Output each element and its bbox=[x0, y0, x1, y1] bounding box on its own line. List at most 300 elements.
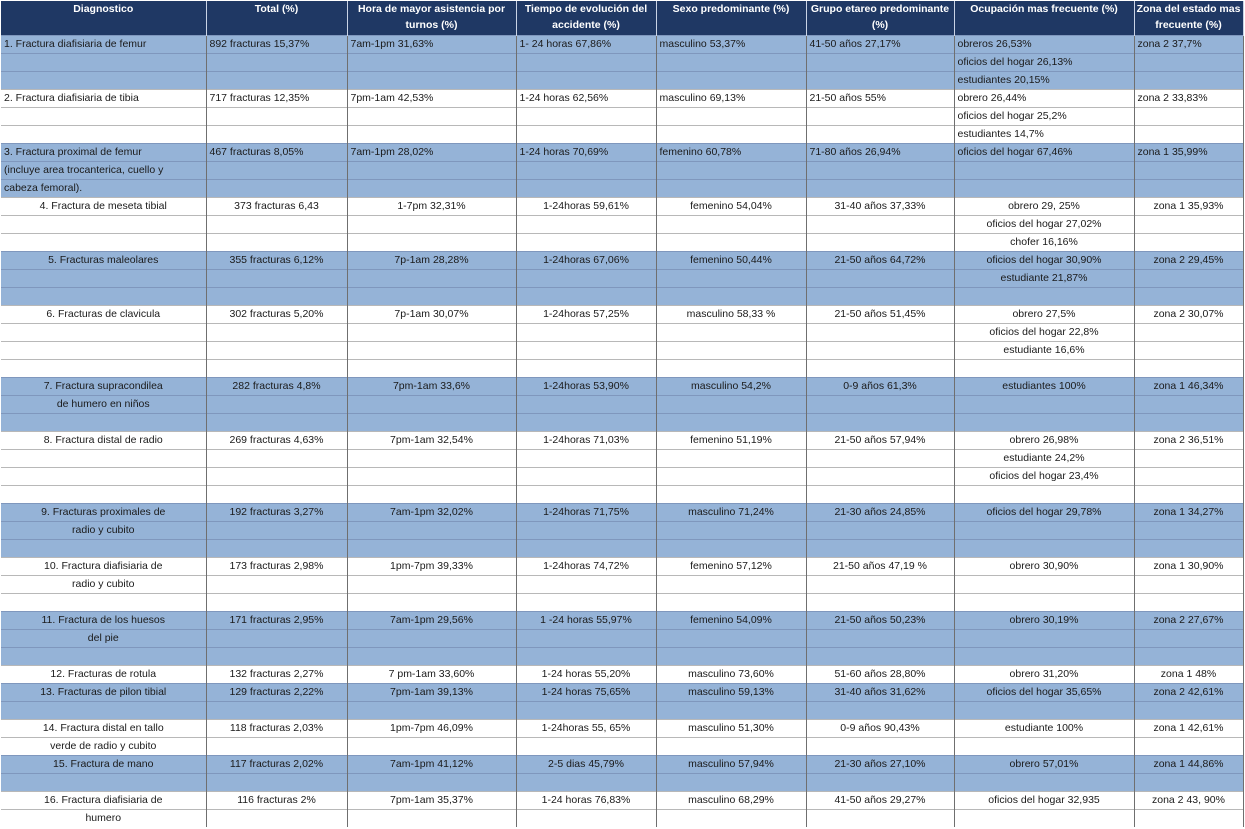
header-ocupacion[interactable]: Ocupación mas frecuente (%) bbox=[954, 1, 1134, 36]
cell-col7[interactable]: zona 2 36,51% bbox=[1134, 432, 1243, 450]
cell-empty[interactable] bbox=[206, 450, 347, 468]
cell-col4[interactable]: masculino 54,2% bbox=[656, 378, 806, 396]
cell-empty[interactable] bbox=[206, 486, 347, 504]
cell-empty[interactable] bbox=[1134, 630, 1243, 648]
cell-empty[interactable] bbox=[516, 738, 656, 756]
cell-empty[interactable] bbox=[1134, 72, 1243, 90]
cell-empty[interactable] bbox=[1, 126, 206, 144]
cell-col2[interactable]: 7am-1pm 32,02% bbox=[347, 504, 516, 522]
cell-empty[interactable] bbox=[347, 630, 516, 648]
cell-empty[interactable] bbox=[1134, 108, 1243, 126]
cell-empty[interactable] bbox=[656, 162, 806, 180]
cell-col5[interactable]: 21-50 años 51,45% bbox=[806, 306, 954, 324]
cell-empty[interactable] bbox=[656, 396, 806, 414]
cell-empty[interactable] bbox=[1134, 522, 1243, 540]
cell-col6[interactable]: obrero 26,44% bbox=[954, 90, 1134, 108]
cell-empty[interactable] bbox=[656, 576, 806, 594]
cell-col6[interactable]: obrero 30,90% bbox=[954, 558, 1134, 576]
cell-col6[interactable]: estudiantes 100% bbox=[954, 378, 1134, 396]
header-zona[interactable]: Zona del estado mas frecuente (%) bbox=[1134, 1, 1243, 36]
cell-col5[interactable]: 0-9 años 90,43% bbox=[806, 720, 954, 738]
cell-col1[interactable]: 132 fracturas 2,27% bbox=[206, 666, 347, 684]
cell-empty[interactable] bbox=[1134, 576, 1243, 594]
cell-empty[interactable] bbox=[516, 72, 656, 90]
cell-empty[interactable] bbox=[516, 54, 656, 72]
cell-empty[interactable] bbox=[347, 540, 516, 558]
cell-col5[interactable]: 31-40 años 37,33% bbox=[806, 198, 954, 216]
cell-empty[interactable] bbox=[516, 360, 656, 378]
cell-empty[interactable] bbox=[516, 288, 656, 306]
header-total[interactable]: Total (%) bbox=[206, 1, 347, 36]
cell-empty[interactable] bbox=[347, 342, 516, 360]
cell-col6[interactable]: obrero 29, 25% bbox=[954, 198, 1134, 216]
cell-col2[interactable]: 7am-1pm 31,63% bbox=[347, 36, 516, 54]
cell-col6[interactable]: oficios del hogar 32,935 bbox=[954, 792, 1134, 810]
cell-empty[interactable] bbox=[656, 450, 806, 468]
cell-col7[interactable]: zona 2 29,45% bbox=[1134, 252, 1243, 270]
cell-empty[interactable] bbox=[1, 216, 206, 234]
cell-empty[interactable] bbox=[1, 468, 206, 486]
cell-empty[interactable] bbox=[347, 648, 516, 666]
cell-empty[interactable] bbox=[1, 450, 206, 468]
cell-col3[interactable]: 2-5 dias 45,79% bbox=[516, 756, 656, 774]
cell-col1[interactable]: 373 fracturas 6,43 bbox=[206, 198, 347, 216]
cell-empty[interactable] bbox=[516, 540, 656, 558]
cell-col1[interactable]: 129 fracturas 2,22% bbox=[206, 684, 347, 702]
header-diagnostico[interactable]: Diagnostico bbox=[1, 1, 206, 36]
cell-col0[interactable]: 12. Fracturas de rotula bbox=[1, 666, 206, 684]
cell-empty[interactable] bbox=[347, 396, 516, 414]
cell-empty[interactable] bbox=[954, 810, 1134, 828]
cell-diagnostico-cont[interactable]: de humero en niños bbox=[1, 396, 206, 414]
cell-col5[interactable]: 21-50 años 57,94% bbox=[806, 432, 954, 450]
cell-empty[interactable] bbox=[806, 360, 954, 378]
cell-col1[interactable]: 118 fracturas 2,03% bbox=[206, 720, 347, 738]
cell-empty[interactable] bbox=[656, 234, 806, 252]
cell-empty[interactable] bbox=[954, 648, 1134, 666]
cell-empty[interactable] bbox=[954, 594, 1134, 612]
cell-empty[interactable] bbox=[1134, 396, 1243, 414]
header-hora[interactable]: Hora de mayor asistencia por turnos (%) bbox=[347, 1, 516, 36]
cell-col1[interactable]: 171 fracturas 2,95% bbox=[206, 612, 347, 630]
cell-col0[interactable]: 7. Fractura supracondilea bbox=[1, 378, 206, 396]
cell-col5[interactable]: 51-60 años 28,80% bbox=[806, 666, 954, 684]
cell-empty[interactable] bbox=[954, 630, 1134, 648]
cell-col0[interactable]: 4. Fractura de meseta tibial bbox=[1, 198, 206, 216]
cell-empty[interactable] bbox=[206, 324, 347, 342]
cell-col4[interactable]: masculino 69,13% bbox=[656, 90, 806, 108]
cell-empty[interactable] bbox=[806, 702, 954, 720]
cell-col3[interactable]: 1- 24 horas 67,86% bbox=[516, 36, 656, 54]
cell-col2[interactable]: 1pm-7pm 39,33% bbox=[347, 558, 516, 576]
cell-col4[interactable]: masculino 71,24% bbox=[656, 504, 806, 522]
cell-empty[interactable] bbox=[206, 396, 347, 414]
cell-empty[interactable] bbox=[1, 486, 206, 504]
cell-empty[interactable] bbox=[347, 162, 516, 180]
cell-empty[interactable] bbox=[806, 450, 954, 468]
cell-col1[interactable]: 117 fracturas 2,02% bbox=[206, 756, 347, 774]
cell-col6[interactable]: obrero 30,19% bbox=[954, 612, 1134, 630]
cell-empty[interactable] bbox=[1134, 288, 1243, 306]
cell-col3[interactable]: 1-24horas 53,90% bbox=[516, 378, 656, 396]
cell-empty[interactable] bbox=[806, 324, 954, 342]
cell-empty[interactable] bbox=[1134, 270, 1243, 288]
cell-empty[interactable] bbox=[347, 72, 516, 90]
cell-col3[interactable]: 1-24 horas 62,56% bbox=[516, 90, 656, 108]
cell-col0[interactable]: 15. Fractura de mano bbox=[1, 756, 206, 774]
cell-empty[interactable] bbox=[806, 486, 954, 504]
cell-empty[interactable] bbox=[806, 594, 954, 612]
cell-empty[interactable] bbox=[1, 72, 206, 90]
cell-empty[interactable] bbox=[1, 594, 206, 612]
cell-empty[interactable] bbox=[347, 324, 516, 342]
cell-empty[interactable] bbox=[656, 414, 806, 432]
cell-col4[interactable]: femenino 51,19% bbox=[656, 432, 806, 450]
cell-empty[interactable] bbox=[206, 342, 347, 360]
cell-empty[interactable] bbox=[206, 468, 347, 486]
cell-col3[interactable]: 1 -24 horas 55,97% bbox=[516, 612, 656, 630]
cell-col2[interactable]: 7p-1am 28,28% bbox=[347, 252, 516, 270]
cell-col6[interactable]: obreros 26,53% bbox=[954, 36, 1134, 54]
cell-empty[interactable] bbox=[206, 738, 347, 756]
cell-col6[interactable]: estudiante 100% bbox=[954, 720, 1134, 738]
cell-col5[interactable]: 21-50 años 55% bbox=[806, 90, 954, 108]
cell-empty[interactable] bbox=[806, 540, 954, 558]
cell-col5[interactable]: 41-50 años 27,17% bbox=[806, 36, 954, 54]
cell-ocupacion-cont[interactable]: oficios del hogar 22,8% bbox=[954, 324, 1134, 342]
cell-diagnostico-cont[interactable]: (incluye area trocanterica, cuello y bbox=[1, 162, 206, 180]
cell-col3[interactable]: 1-24horas 55, 65% bbox=[516, 720, 656, 738]
cell-col3[interactable]: 1-24 horas 75,65% bbox=[516, 684, 656, 702]
cell-empty[interactable] bbox=[516, 234, 656, 252]
cell-col6[interactable]: obrero 26,98% bbox=[954, 432, 1134, 450]
cell-ocupacion-cont[interactable]: estudiante 24,2% bbox=[954, 450, 1134, 468]
cell-empty[interactable] bbox=[1134, 702, 1243, 720]
cell-col2[interactable]: 7pm-1am 33,6% bbox=[347, 378, 516, 396]
cell-col4[interactable]: femenino 50,44% bbox=[656, 252, 806, 270]
cell-col2[interactable]: 1pm-7pm 46,09% bbox=[347, 720, 516, 738]
cell-empty[interactable] bbox=[1, 234, 206, 252]
cell-col2[interactable]: 7am-1pm 28,02% bbox=[347, 144, 516, 162]
cell-empty[interactable] bbox=[347, 234, 516, 252]
cell-empty[interactable] bbox=[806, 522, 954, 540]
cell-col4[interactable]: masculino 59,13% bbox=[656, 684, 806, 702]
cell-empty[interactable] bbox=[806, 72, 954, 90]
cell-empty[interactable] bbox=[347, 288, 516, 306]
cell-empty[interactable] bbox=[516, 594, 656, 612]
cell-empty[interactable] bbox=[516, 216, 656, 234]
cell-empty[interactable] bbox=[347, 126, 516, 144]
cell-empty[interactable] bbox=[954, 180, 1134, 198]
cell-empty[interactable] bbox=[206, 72, 347, 90]
cell-empty[interactable] bbox=[206, 234, 347, 252]
cell-col4[interactable]: masculino 51,30% bbox=[656, 720, 806, 738]
cell-empty[interactable] bbox=[806, 810, 954, 828]
cell-empty[interactable] bbox=[656, 360, 806, 378]
cell-col1[interactable]: 717 fracturas 12,35% bbox=[206, 90, 347, 108]
cell-empty[interactable] bbox=[206, 414, 347, 432]
cell-empty[interactable] bbox=[806, 54, 954, 72]
cell-empty[interactable] bbox=[954, 702, 1134, 720]
cell-empty[interactable] bbox=[1134, 324, 1243, 342]
cell-empty[interactable] bbox=[656, 72, 806, 90]
cell-empty[interactable] bbox=[954, 162, 1134, 180]
cell-col0[interactable]: 8. Fractura distal de radio bbox=[1, 432, 206, 450]
cell-col2[interactable]: 7p-1am 30,07% bbox=[347, 306, 516, 324]
cell-empty[interactable] bbox=[954, 486, 1134, 504]
cell-col2[interactable]: 7 pm-1am 33,60% bbox=[347, 666, 516, 684]
cell-empty[interactable] bbox=[516, 522, 656, 540]
cell-empty[interactable] bbox=[806, 162, 954, 180]
cell-empty[interactable] bbox=[347, 450, 516, 468]
cell-ocupacion-cont[interactable]: oficios del hogar 25,2% bbox=[954, 108, 1134, 126]
cell-col1[interactable]: 355 fracturas 6,12% bbox=[206, 252, 347, 270]
cell-empty[interactable] bbox=[1134, 450, 1243, 468]
cell-empty[interactable] bbox=[806, 630, 954, 648]
cell-empty[interactable] bbox=[516, 180, 656, 198]
cell-empty[interactable] bbox=[806, 342, 954, 360]
cell-empty[interactable] bbox=[1, 108, 206, 126]
cell-col2[interactable]: 7pm-1am 35,37% bbox=[347, 792, 516, 810]
cell-empty[interactable] bbox=[656, 810, 806, 828]
cell-col5[interactable]: 41-50 años 29,27% bbox=[806, 792, 954, 810]
cell-empty[interactable] bbox=[656, 324, 806, 342]
cell-empty[interactable] bbox=[806, 468, 954, 486]
cell-col1[interactable]: 892 fracturas 15,37% bbox=[206, 36, 347, 54]
cell-col6[interactable]: oficios del hogar 29,78% bbox=[954, 504, 1134, 522]
cell-col2[interactable]: 7am-1pm 29,56% bbox=[347, 612, 516, 630]
cell-empty[interactable] bbox=[656, 774, 806, 792]
cell-col6[interactable]: oficios del hogar 35,65% bbox=[954, 684, 1134, 702]
cell-col4[interactable]: femenino 54,09% bbox=[656, 612, 806, 630]
cell-empty[interactable] bbox=[1134, 648, 1243, 666]
cell-empty[interactable] bbox=[656, 54, 806, 72]
cell-diagnostico-cont[interactable]: verde de radio y cubito bbox=[1, 738, 206, 756]
cell-col7[interactable]: zona 1 34,27% bbox=[1134, 504, 1243, 522]
cell-empty[interactable] bbox=[656, 486, 806, 504]
cell-empty[interactable] bbox=[206, 810, 347, 828]
cell-col2[interactable]: 7pm-1am 32,54% bbox=[347, 432, 516, 450]
cell-empty[interactable] bbox=[1, 288, 206, 306]
cell-empty[interactable] bbox=[1134, 360, 1243, 378]
cell-empty[interactable] bbox=[806, 648, 954, 666]
cell-col6[interactable]: oficios del hogar 67,46% bbox=[954, 144, 1134, 162]
cell-empty[interactable] bbox=[954, 396, 1134, 414]
cell-empty[interactable] bbox=[1134, 774, 1243, 792]
cell-col7[interactable]: zona 2 27,67% bbox=[1134, 612, 1243, 630]
cell-empty[interactable] bbox=[1, 270, 206, 288]
cell-empty[interactable] bbox=[206, 216, 347, 234]
cell-empty[interactable] bbox=[954, 360, 1134, 378]
cell-empty[interactable] bbox=[1, 342, 206, 360]
cell-empty[interactable] bbox=[206, 288, 347, 306]
cell-empty[interactable] bbox=[516, 270, 656, 288]
cell-empty[interactable] bbox=[1134, 126, 1243, 144]
cell-col1[interactable]: 269 fracturas 4,63% bbox=[206, 432, 347, 450]
cell-empty[interactable] bbox=[347, 270, 516, 288]
cell-empty[interactable] bbox=[347, 594, 516, 612]
cell-empty[interactable] bbox=[806, 288, 954, 306]
cell-empty[interactable] bbox=[806, 126, 954, 144]
cell-empty[interactable] bbox=[206, 540, 347, 558]
cell-col1[interactable]: 116 fracturas 2% bbox=[206, 792, 347, 810]
cell-diagnostico-cont[interactable]: radio y cubito bbox=[1, 576, 206, 594]
cell-empty[interactable] bbox=[516, 648, 656, 666]
cell-empty[interactable] bbox=[206, 576, 347, 594]
cell-empty[interactable] bbox=[206, 180, 347, 198]
cell-col6[interactable]: oficios del hogar 30,90% bbox=[954, 252, 1134, 270]
cell-empty[interactable] bbox=[206, 648, 347, 666]
cell-empty[interactable] bbox=[656, 702, 806, 720]
cell-empty[interactable] bbox=[656, 342, 806, 360]
cell-empty[interactable] bbox=[656, 126, 806, 144]
cell-empty[interactable] bbox=[1134, 738, 1243, 756]
cell-col7[interactable]: zona 1 42,61% bbox=[1134, 720, 1243, 738]
cell-empty[interactable] bbox=[1, 540, 206, 558]
cell-empty[interactable] bbox=[954, 774, 1134, 792]
cell-col7[interactable]: zona 2 43, 90% bbox=[1134, 792, 1243, 810]
cell-empty[interactable] bbox=[206, 522, 347, 540]
header-tiempo[interactable]: Tiempo de evolución del accidente (%) bbox=[516, 1, 656, 36]
cell-empty[interactable] bbox=[806, 738, 954, 756]
cell-empty[interactable] bbox=[516, 396, 656, 414]
cell-empty[interactable] bbox=[806, 234, 954, 252]
cell-col0[interactable]: 13. Fracturas de pilon tibial bbox=[1, 684, 206, 702]
cell-empty[interactable] bbox=[347, 702, 516, 720]
cell-empty[interactable] bbox=[656, 540, 806, 558]
cell-empty[interactable] bbox=[806, 396, 954, 414]
cell-empty[interactable] bbox=[516, 162, 656, 180]
cell-empty[interactable] bbox=[1, 54, 206, 72]
cell-col4[interactable]: masculino 73,60% bbox=[656, 666, 806, 684]
cell-col7[interactable]: zona 1 44,86% bbox=[1134, 756, 1243, 774]
cell-empty[interactable] bbox=[347, 522, 516, 540]
cell-empty[interactable] bbox=[1, 702, 206, 720]
cell-empty[interactable] bbox=[206, 630, 347, 648]
cell-empty[interactable] bbox=[656, 216, 806, 234]
cell-empty[interactable] bbox=[1134, 162, 1243, 180]
cell-empty[interactable] bbox=[516, 774, 656, 792]
cell-ocupacion-cont[interactable]: oficios del hogar 27,02% bbox=[954, 216, 1134, 234]
cell-empty[interactable] bbox=[1134, 234, 1243, 252]
cell-empty[interactable] bbox=[656, 738, 806, 756]
cell-empty[interactable] bbox=[516, 810, 656, 828]
cell-col1[interactable]: 467 fracturas 8,05% bbox=[206, 144, 347, 162]
cell-col3[interactable]: 1-24 horas 55,20% bbox=[516, 666, 656, 684]
cell-col3[interactable]: 1-24horas 67,06% bbox=[516, 252, 656, 270]
cell-empty[interactable] bbox=[806, 270, 954, 288]
cell-empty[interactable] bbox=[206, 126, 347, 144]
cell-empty[interactable] bbox=[347, 576, 516, 594]
cell-empty[interactable] bbox=[656, 594, 806, 612]
cell-empty[interactable] bbox=[806, 576, 954, 594]
cell-empty[interactable] bbox=[1134, 342, 1243, 360]
cell-empty[interactable] bbox=[1134, 180, 1243, 198]
cell-empty[interactable] bbox=[1134, 216, 1243, 234]
cell-empty[interactable] bbox=[1, 414, 206, 432]
cell-empty[interactable] bbox=[516, 702, 656, 720]
cell-empty[interactable] bbox=[806, 216, 954, 234]
cell-empty[interactable] bbox=[656, 648, 806, 666]
cell-col4[interactable]: masculino 57,94% bbox=[656, 756, 806, 774]
cell-empty[interactable] bbox=[347, 108, 516, 126]
cell-col0[interactable]: 10. Fractura diafisiaria de bbox=[1, 558, 206, 576]
cell-col4[interactable]: masculino 53,37% bbox=[656, 36, 806, 54]
cell-empty[interactable] bbox=[516, 342, 656, 360]
cell-empty[interactable] bbox=[206, 108, 347, 126]
cell-col2[interactable]: 7pm-1am 42,53% bbox=[347, 90, 516, 108]
cell-col5[interactable]: 21-50 años 64,72% bbox=[806, 252, 954, 270]
cell-col6[interactable]: obrero 27,5% bbox=[954, 306, 1134, 324]
cell-ocupacion-cont[interactable]: estudiante 21,87% bbox=[954, 270, 1134, 288]
cell-col0[interactable]: 9. Fracturas proximales de bbox=[1, 504, 206, 522]
cell-empty[interactable] bbox=[206, 594, 347, 612]
cell-empty[interactable] bbox=[954, 576, 1134, 594]
cell-col7[interactable]: zona 1 30,90% bbox=[1134, 558, 1243, 576]
cell-col0[interactable]: 3. Fractura proximal de femur bbox=[1, 144, 206, 162]
cell-empty[interactable] bbox=[1, 648, 206, 666]
cell-col2[interactable]: 7pm-1am 39,13% bbox=[347, 684, 516, 702]
cell-empty[interactable] bbox=[206, 774, 347, 792]
cell-col0[interactable]: 5. Fracturas maleolares bbox=[1, 252, 206, 270]
cell-col7[interactable]: zona 2 37,7% bbox=[1134, 36, 1243, 54]
cell-empty[interactable] bbox=[206, 360, 347, 378]
cell-col0[interactable]: 16. Fractura diafisiaria de bbox=[1, 792, 206, 810]
cell-empty[interactable] bbox=[347, 774, 516, 792]
cell-empty[interactable] bbox=[516, 450, 656, 468]
cell-col1[interactable]: 192 fracturas 3,27% bbox=[206, 504, 347, 522]
cell-col0[interactable]: 2. Fractura diafisiaria de tibia bbox=[1, 90, 206, 108]
cell-diagnostico-cont[interactable]: cabeza femoral). bbox=[1, 180, 206, 198]
cell-diagnostico-cont[interactable]: del pie bbox=[1, 630, 206, 648]
cell-col7[interactable]: zona 1 48% bbox=[1134, 666, 1243, 684]
cell-col5[interactable]: 21-50 años 50,23% bbox=[806, 612, 954, 630]
cell-empty[interactable] bbox=[516, 126, 656, 144]
cell-empty[interactable] bbox=[954, 522, 1134, 540]
cell-empty[interactable] bbox=[954, 288, 1134, 306]
cell-empty[interactable] bbox=[656, 288, 806, 306]
cell-col5[interactable]: 31-40 años 31,62% bbox=[806, 684, 954, 702]
cell-empty[interactable] bbox=[347, 180, 516, 198]
cell-col7[interactable]: zona 2 42,61% bbox=[1134, 684, 1243, 702]
cell-col2[interactable]: 7am-1pm 41,12% bbox=[347, 756, 516, 774]
cell-col3[interactable]: 1-24horas 71,75% bbox=[516, 504, 656, 522]
cell-diagnostico-cont[interactable]: humero bbox=[1, 810, 206, 828]
cell-ocupacion-cont[interactable]: chofer 16,16% bbox=[954, 234, 1134, 252]
header-grupo[interactable]: Grupo etareo predominante (%) bbox=[806, 1, 954, 36]
cell-empty[interactable] bbox=[516, 324, 656, 342]
cell-col5[interactable]: 71-80 años 26,94% bbox=[806, 144, 954, 162]
cell-col1[interactable]: 173 fracturas 2,98% bbox=[206, 558, 347, 576]
cell-empty[interactable] bbox=[516, 486, 656, 504]
cell-empty[interactable] bbox=[1134, 810, 1243, 828]
cell-ocupacion-cont[interactable]: estudiante 16,6% bbox=[954, 342, 1134, 360]
cell-empty[interactable] bbox=[656, 522, 806, 540]
cell-col5[interactable]: 21-30 años 27,10% bbox=[806, 756, 954, 774]
cell-empty[interactable] bbox=[347, 486, 516, 504]
cell-col1[interactable]: 302 fracturas 5,20% bbox=[206, 306, 347, 324]
cell-col0[interactable]: 6. Fracturas de clavicula bbox=[1, 306, 206, 324]
cell-col6[interactable]: obrero 57,01% bbox=[954, 756, 1134, 774]
cell-empty[interactable] bbox=[656, 108, 806, 126]
cell-empty[interactable] bbox=[806, 180, 954, 198]
cell-col3[interactable]: 1-24horas 57,25% bbox=[516, 306, 656, 324]
cell-empty[interactable] bbox=[1134, 54, 1243, 72]
cell-col4[interactable]: femenino 60,78% bbox=[656, 144, 806, 162]
cell-empty[interactable] bbox=[347, 54, 516, 72]
cell-empty[interactable] bbox=[347, 414, 516, 432]
cell-empty[interactable] bbox=[1134, 468, 1243, 486]
